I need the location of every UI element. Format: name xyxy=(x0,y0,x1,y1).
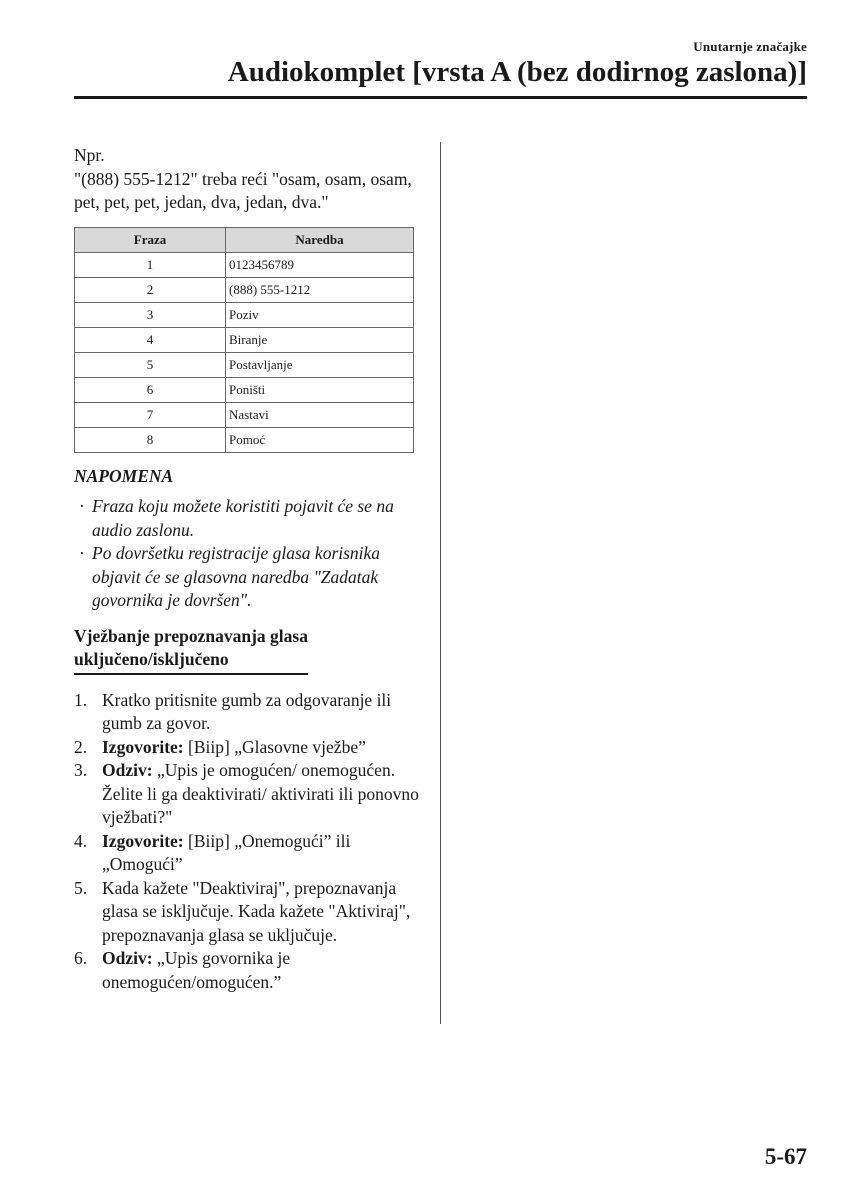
table-cell-phrase: 6 xyxy=(75,377,226,402)
bullet-icon: · xyxy=(79,496,85,516)
table-cell-phrase: 3 xyxy=(75,302,226,327)
section-heading xyxy=(74,625,308,675)
note-item xyxy=(74,542,419,613)
step-number: 1. xyxy=(74,689,88,710)
section-label: Unutarnje značajke xyxy=(693,39,807,54)
table-cell-phrase: 5 xyxy=(75,352,226,377)
step-number: 3. xyxy=(74,760,88,780)
table-row xyxy=(75,252,414,277)
table-row xyxy=(75,327,414,352)
page-title: Audiokomplet [vrsta A (bez dodirnog zaslona)] xyxy=(227,56,807,88)
table-row xyxy=(75,302,414,327)
table-cell-command: Poništi xyxy=(226,377,414,402)
table-cell-command: Postavljanje xyxy=(226,352,414,377)
section-heading-line2: uključeno/isključeno xyxy=(74,649,229,669)
step-label: Izgovorite: xyxy=(102,736,184,757)
table-row xyxy=(75,277,414,302)
step-item xyxy=(74,830,419,877)
step-item xyxy=(74,947,419,994)
steps-list xyxy=(74,689,419,995)
step-text: Kada kažete "Deaktiviraj", prepoznavanja glasa se isključuje. Kada kažete "Aktiviraj", prepoznavanja glasa se uključuje. xyxy=(102,877,411,945)
step-item xyxy=(74,759,419,830)
note-list xyxy=(74,495,419,613)
table-row xyxy=(75,402,414,427)
note-item-text: Po dovršetku registracije glasa korisnika objavit će se glasovna naredba "Zadatak govornika je dovršen". xyxy=(92,543,381,610)
example-text: "(888) 555-1212" treba reći "osam, osam, osam, pet, pet, pet, jedan, dva, jedan, dva." xyxy=(74,168,412,212)
table-cell-command: Nastavi xyxy=(226,402,414,427)
table-cell-phrase: 4 xyxy=(75,327,226,352)
command-table xyxy=(74,227,414,453)
page-number: 5-67 xyxy=(764,1144,807,1169)
table-cell-phrase: 8 xyxy=(75,427,226,452)
step-label: Odziv: xyxy=(102,760,153,780)
header-divider xyxy=(74,96,807,99)
table-cell-phrase: 7 xyxy=(75,402,226,427)
step-text: [Biip] „Glasovne vježbe” xyxy=(183,736,366,757)
column-header-phrase: Fraza xyxy=(75,227,226,252)
column-header-command: Naredba xyxy=(226,227,414,252)
step-item xyxy=(74,736,419,760)
table-cell-phrase: 2 xyxy=(75,277,226,302)
table-row xyxy=(75,427,414,452)
step-number: 5. xyxy=(74,877,88,898)
bullet-icon: · xyxy=(79,543,85,563)
table-cell-command: Pomoć xyxy=(226,427,414,452)
table-cell-command: Biranje xyxy=(226,327,414,352)
step-label: Izgovorite: xyxy=(102,830,184,851)
step-number: 6. xyxy=(74,948,88,968)
table-cell-command: Poziv xyxy=(226,302,414,327)
step-text: Kratko pritisnite gumb za odgovaranje ili gumb za govor. xyxy=(102,689,392,733)
note-item xyxy=(74,495,419,542)
table-header-row xyxy=(75,227,414,252)
step-number: 4. xyxy=(74,830,88,851)
note-title: NAPOMENA xyxy=(74,465,174,486)
table-row xyxy=(75,377,414,402)
step-item xyxy=(74,877,419,948)
table-cell-command: 0123456789 xyxy=(226,252,414,277)
example-label: Npr. xyxy=(74,145,105,165)
step-item xyxy=(74,689,419,736)
step-text: „Upis govornika je onemogućen/omogućen.” xyxy=(102,948,291,992)
column-divider xyxy=(440,142,441,1024)
step-text: [Biip] „Onemogući” ili „Omogući” xyxy=(102,830,351,874)
note-item-text: Fraza koju možete koristiti pojavit će se na audio zaslonu. xyxy=(92,496,394,540)
table-cell-phrase: 1 xyxy=(75,252,226,277)
step-number: 2. xyxy=(74,736,88,757)
left-column xyxy=(74,144,419,994)
step-text: „Upis je omogućen/ onemogućen. Želite li ga deaktivirati/ aktivirati ili ponovno vježbati?" xyxy=(102,760,419,827)
step-label: Odziv: xyxy=(102,948,153,968)
table-row xyxy=(75,352,414,377)
table-cell-command: (888) 555-1212 xyxy=(226,277,414,302)
section-heading-line1: Vježbanje prepoznavanja glasa xyxy=(74,625,308,646)
